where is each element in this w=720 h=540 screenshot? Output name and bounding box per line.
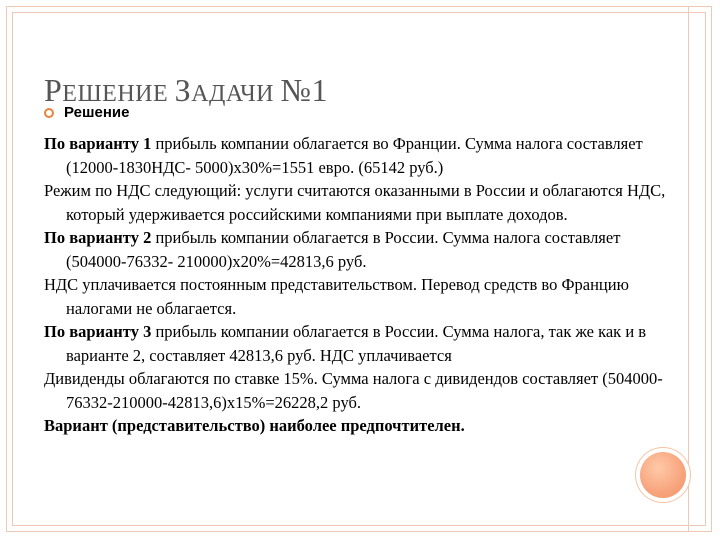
title-initial-1: Р <box>44 72 63 108</box>
paragraph-5-text: прибыль компании облагается в России. Сумма налога, так же как и в варианте 2, составляет 42813,6 руб. НДС уплачивается <box>66 322 647 365</box>
title-number: №1 <box>280 72 329 108</box>
paragraph-6 <box>44 367 680 414</box>
frame-vertical-rule <box>688 6 689 532</box>
paragraph-2 <box>44 179 680 226</box>
circle-bullet-icon <box>44 108 54 118</box>
title-word-1-rest: ЕШЕНИЕ <box>62 81 175 107</box>
conclusion: Вариант (представительство) наиболее предпочтителен. <box>44 416 465 435</box>
paragraph-3-bold: По варианту 2 <box>44 228 152 247</box>
bullet-label: Решение <box>64 104 130 121</box>
title-word-2-rest: АДАЧИ <box>191 81 281 107</box>
paragraph-3-text: прибыль компании облагается в России. Сумма налога составляет (504000-76332- 210000)х20%=42813,6 руб. <box>66 228 621 271</box>
bullet-row <box>44 104 129 121</box>
slide-body <box>44 132 680 438</box>
paragraph-6-text: Дивиденды облагаются по ставке 15%. Сумма налога с дивидендов составляет (504000-76332-210000-42813,6)х15%=26228,2 руб. <box>44 369 663 412</box>
paragraph-5 <box>44 320 680 367</box>
paragraph-1-text: прибыль компании облагается во Франции. Сумма налога составляет (12000-1830НДС- 5000)х30%=1551 евро. (65142 руб.) <box>66 134 643 177</box>
paragraph-5-bold: По варианту 3 <box>44 322 152 341</box>
orange-circle-decoration <box>640 452 686 498</box>
paragraph-1 <box>44 132 680 179</box>
paragraph-3 <box>44 226 680 273</box>
paragraph-4-text: НДС уплачивается постоянным представительством. Перевод средств во Францию налогами не облагается. <box>44 275 629 318</box>
paragraph-1-bold: По варианту 1 <box>44 134 152 153</box>
paragraph-2-text: Режим по НДС следующий: услуги считаются оказанными в России и облагаются НДС, который удерживается российскими компаниями при выплате доходов. <box>44 181 666 224</box>
title-initial-2: З <box>174 72 192 108</box>
paragraph-4 <box>44 273 680 320</box>
